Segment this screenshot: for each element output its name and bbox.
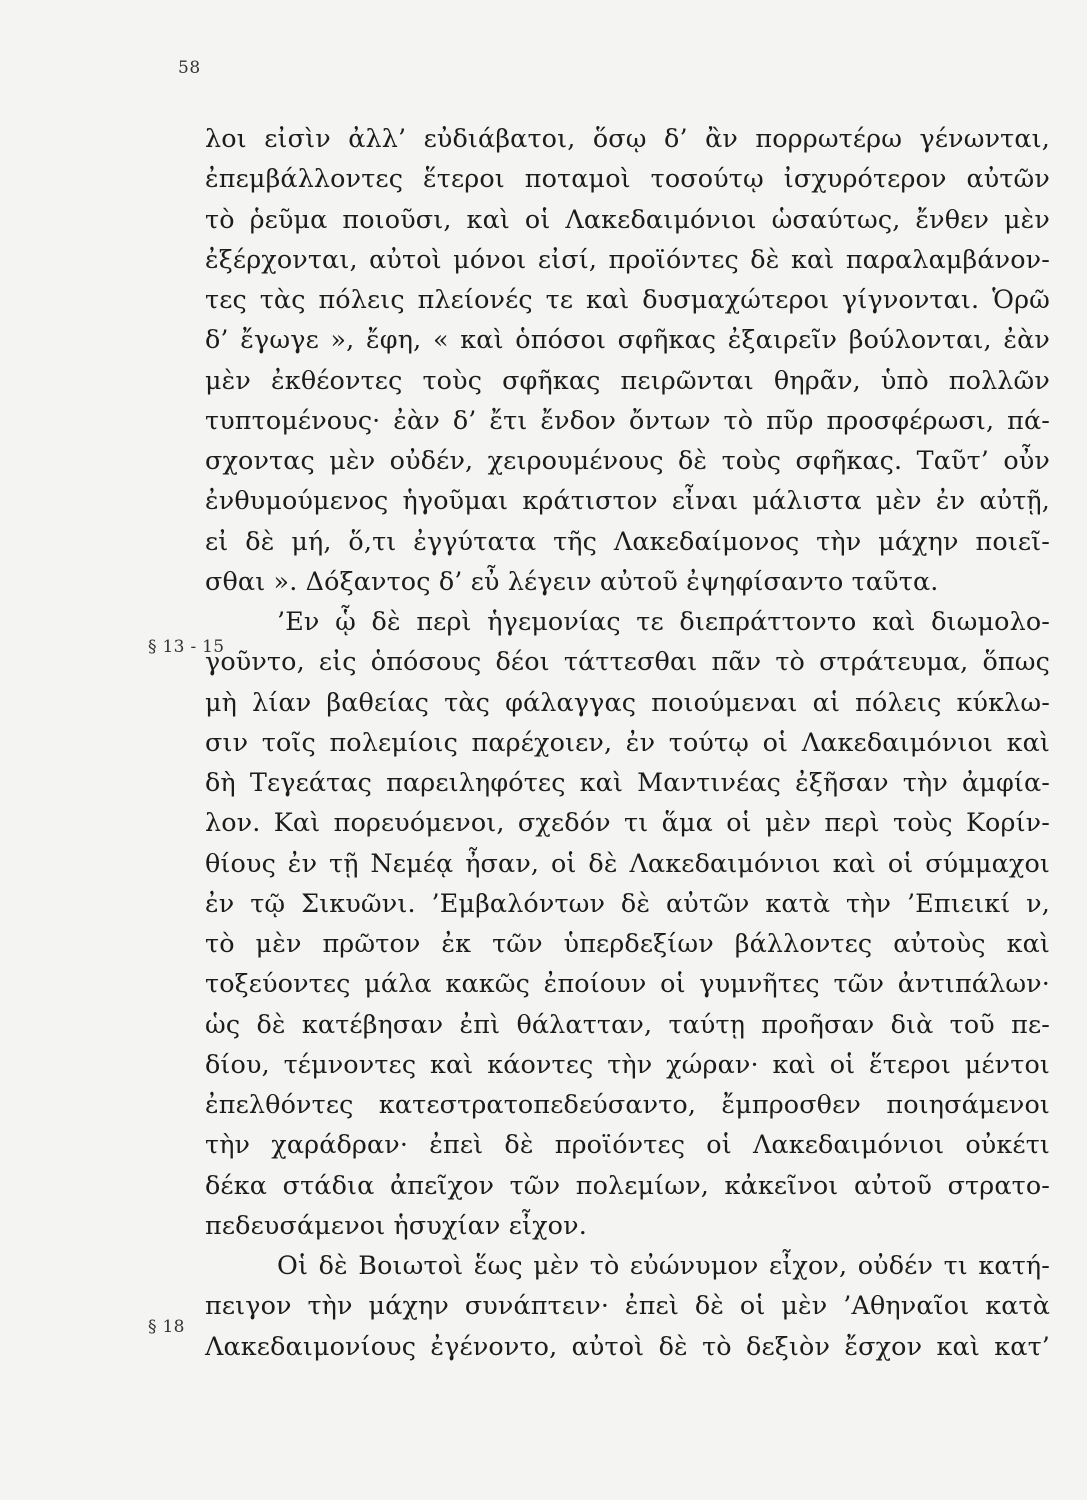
section-reference: § 13 - 15 [148, 637, 225, 657]
section-reference: § 18 [148, 1317, 185, 1337]
text-line: μὴ λίαν βαθείας τὰς φάλαγγας ποιούμεναι αἱ πόλεις κύκλω- [205, 686, 1050, 717]
text-line: ἐπεμβάλλοντες ἕτεροι ποταμοὶ τοσούτῳ ἰσχυρότερον αὐτῶν [205, 163, 1050, 194]
text-line: πεδευσάμενοι ἡσυχίαν εἶχον. [205, 1209, 587, 1240]
text-line: σθαι ». Δόξαντος δ’ εὖ λέγειν αὐτοῦ ἐψηφίσαντο ταῦτα. [205, 565, 939, 596]
text-line: τυπτομένους· ἐὰν δ’ ἔτι ἔνδον ὄντων τὸ πῦρ προσφέρωσι, πά- [205, 404, 1050, 435]
text-line: μὲν ἐκθέοντες τοὺς σφῆκας πειρῶνται θηρᾶν, ὑπὸ πολλῶν [205, 364, 1050, 395]
text-line: ἐπελθόντες κατεστρατοπεδεύσαντο, ἔμπροσθεν ποιησάμενοι [205, 1089, 1050, 1119]
text-line: εἰ δὲ μή, ὅ,τι ἐγγύτατα τῆς Λακεδαίμονος τὴν μάχην ποιεῖ- [205, 525, 1050, 556]
page-number: 58 [178, 58, 201, 78]
text-line: ἐν τῷ Σικυῶνι. ’Εμβαλόντων δὲ αὐτῶν κατὰ τὴν ’Επιεικί ν, [205, 887, 1050, 918]
text-line: ἐνθυμούμενος ἡγοῦμαι κράτιστον εἶναι μάλιστα μὲν ἐν αὐτῇ, [205, 485, 1050, 516]
text-line: δίου, τέμνοντες καὶ κάοντες τὴν χώραν· καὶ οἱ ἕτεροι μέντοι [205, 1048, 1050, 1079]
text-line: δέκα στάδια ἀπεῖχον τῶν πολεμίων, κἀκεῖνοι αὐτοῦ στρατο- [205, 1169, 1050, 1200]
text-line: τὴν χαράδραν· ἐπεὶ δὲ προϊόντες οἱ Λακεδαιμόνιοι οὐκέτι [205, 1129, 1050, 1160]
text-line: θίους ἐν τῇ Νεμέᾳ ἦσαν, οἱ δὲ Λακεδαιμόνιοι καὶ οἱ σύμμαχοι [205, 847, 1050, 878]
text-line: ὡς δὲ κατέβησαν ἐπὶ θάλατταν, ταύτῃ προῆσαν διὰ τοῦ πε- [205, 1008, 1050, 1039]
text-line: τὸ ῥεῦμα ποιοῦσι, καὶ οἱ Λακεδαιμόνιοι ὡσαύτως, ἔνθεν μὲν [205, 203, 1050, 234]
text-line: σιν τοῖς πολεμίοις παρέχοιεν, ἐν τούτῳ οἱ Λακεδαιμόνιοι καὶ [205, 726, 1050, 757]
text-line: γοῦντο, εἰς ὁπόσους δέοι τάττεσθαι πᾶν τὸ στράτευμα, ὅπως [205, 646, 1050, 677]
text-line: λοι εἰσὶν ἀλλ’ εὐδιάβατοι, ὅσῳ δ’ ἂν πορρωτέρω γένωνται, [205, 123, 1050, 153]
text-line: πειγον τὴν μάχην συνάπτειν· ἐπεὶ δὲ οἱ μὲν ’Αθηναῖοι κατὰ [205, 1290, 1050, 1321]
text-line: σχοντας μὲν οὐδέν, χειρουμένους δὲ τοὺς σφῆκας. Ταῦτ’ οὖν [205, 445, 1050, 475]
body-text [205, 118, 1050, 1366]
text-line: λον. Καὶ πορευόμενοι, σχεδόν τι ἅμα οἱ μὲν περὶ τοὺς Κορίν- [205, 807, 1050, 838]
text-line: τοξεύοντες μάλα κακῶς ἐποίουν οἱ γυμνῆτες τῶν ἀντιπάλων· [205, 968, 1050, 999]
text-line: τὸ μὲν πρῶτον ἐκ τῶν ὑπερδεξίων βάλλοντες αὐτοὺς καὶ [205, 928, 1050, 958]
paragraph-start-line: Οἱ δὲ Βοιωτοὶ ἕως μὲν τὸ εὐώνυμον εἶχον, οὐδέν τι κατή- [277, 1250, 1050, 1280]
text-line: δ’ ἔγωγε », ἔφη, « καὶ ὁπόσοι σφῆκας ἐξαιρεῖν βούλονται, ἐὰν [205, 324, 1050, 355]
text-line: ἐξέρχονται, αὐτοὶ μόνοι εἰσί, προϊόντες δὲ καὶ παραλαμβάνον- [205, 243, 1050, 274]
text-line: τες τὰς πόλεις πλείονές τε καὶ δυσμαχώτεροι γίγνονται. Ὁρῶ [205, 284, 1050, 314]
text-line: Λακεδαιμονίους ἐγένοντο, αὐτοὶ δὲ τὸ δεξιὸν ἔσχον καὶ κατ’ [205, 1330, 1050, 1361]
paragraph-start-line: ’Εν ᾧ δὲ περὶ ἡγεμονίας τε διεπράττοντο καὶ διωμολο- [277, 606, 1050, 636]
text-line: δὴ Τεγεάτας παρειληφότες καὶ Μαντινέας ἐξῆσαν τὴν ἀμφία- [205, 767, 1050, 797]
